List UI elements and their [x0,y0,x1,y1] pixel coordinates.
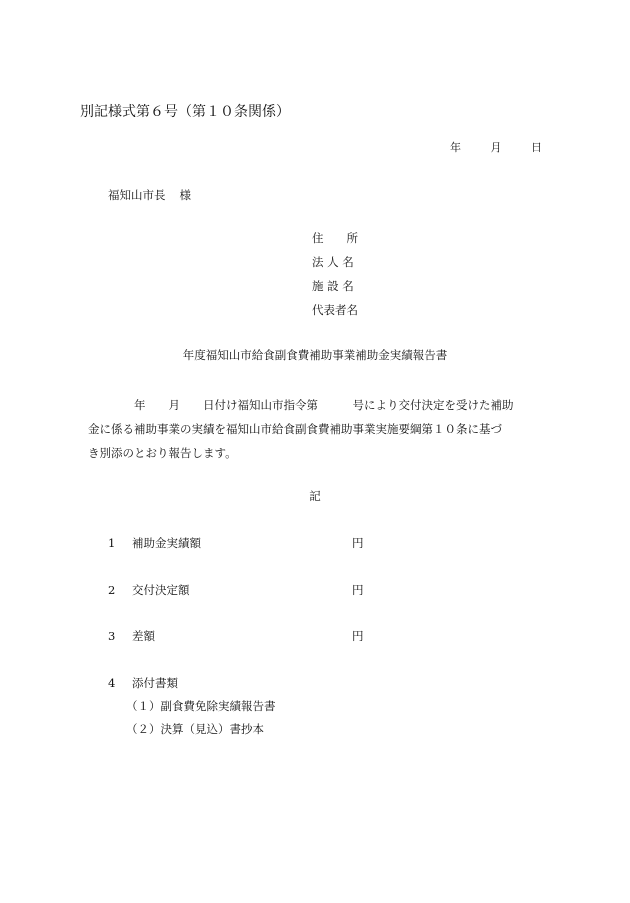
item-4 [108,675,178,691]
date-year: 年 [450,141,461,154]
item-number: 2 [108,583,116,597]
body-line-3: き別添のとおり報告します。 [88,446,237,460]
addressee-name: 福知山市長 [108,188,166,202]
item-1 [108,535,364,551]
body-line-1: 年 月 日付け福知山市指令第 号により交付決定を受けた補助 [134,398,514,412]
date-day: 日 [531,141,542,154]
item-label: 差額 [132,629,155,643]
item-number: 3 [108,629,116,643]
applicant-fields [312,232,358,328]
item-label: 補助金実績額 [132,536,201,550]
field-representative-name: 代表者名 [312,303,358,317]
attachment-1: （１）副食費免除実績報告書 [126,699,276,713]
body-line-2: 金に係る補助事業の実績を福知山市給食副食費補助事業実施要綱第１０条に基づ [88,422,502,436]
addressee-honorific: 様 [179,188,191,202]
item-unit: 円 [352,536,364,550]
document-title: 年度福知山市給食副食費補助事業補助金実績報告書 [182,348,448,362]
item-number: 1 [108,536,116,550]
field-address: 住 所 [312,231,358,245]
addressee [108,187,191,203]
item-label: 添付書類 [132,676,178,690]
item-2 [108,582,364,598]
body-text [88,393,550,465]
item-unit: 円 [352,629,364,643]
ki-heading: 記 [309,489,321,503]
item-label: 交付決定額 [132,583,190,597]
attachment-2: （２）決算（見込）書抄本 [126,722,264,736]
item-3 [108,628,364,644]
form-number: 別記様式第６号（第１０条関係） [80,104,290,120]
item-number: 4 [108,676,116,690]
item-unit: 円 [352,583,364,597]
date-line [446,139,542,155]
field-facility-name: 施 設 名 [312,279,354,293]
date-month: 月 [490,141,502,154]
field-corporation-name: 法 人 名 [312,255,354,269]
